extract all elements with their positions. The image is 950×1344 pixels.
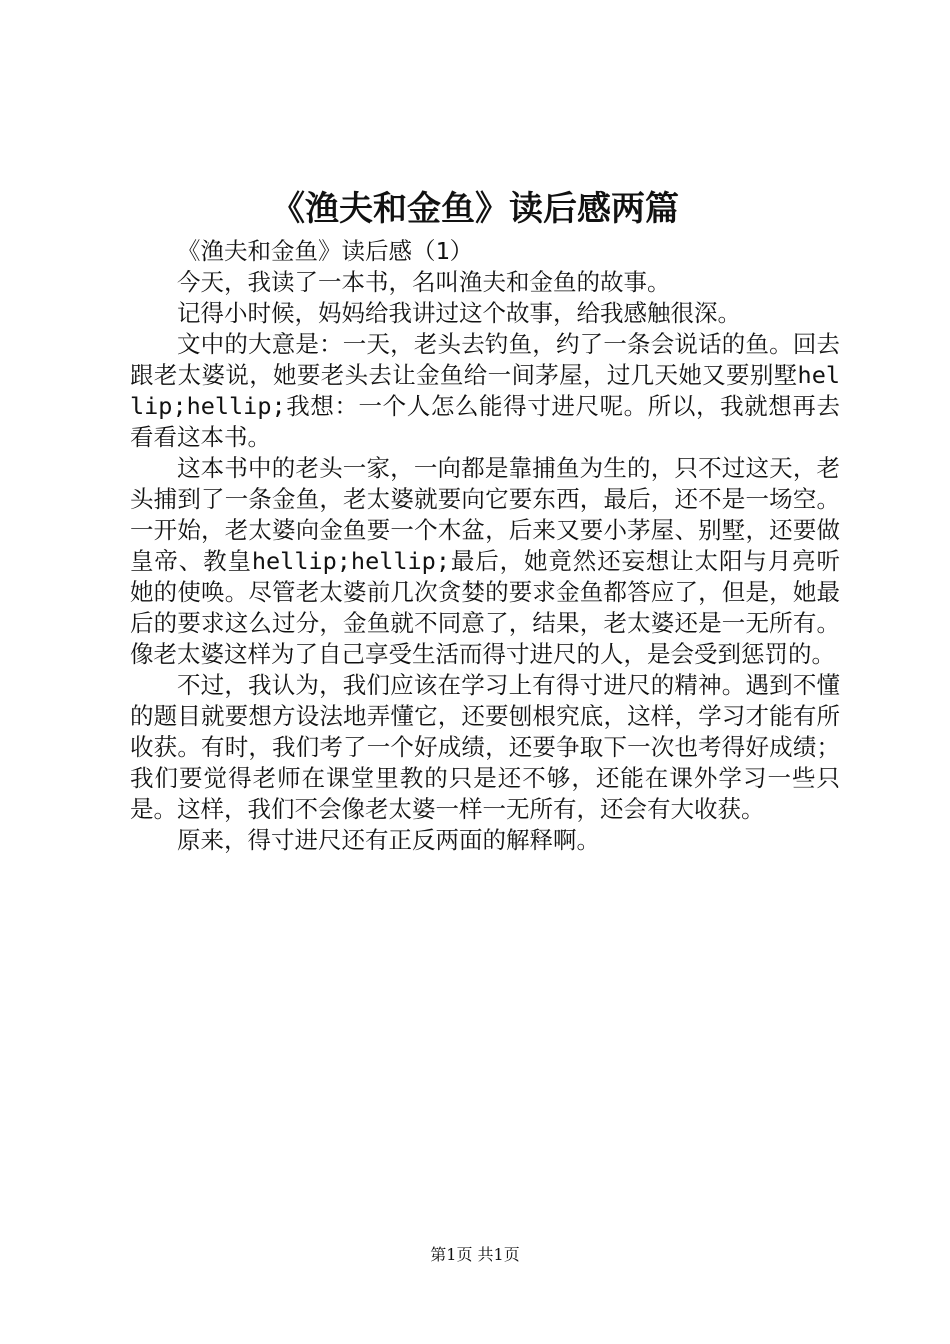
body-paragraph: 原来，得寸进尺还有正反两面的解释啊。 xyxy=(177,826,600,854)
page-footer: 第1页 共1页 xyxy=(430,1245,520,1264)
body-paragraph: 不过，我认为，我们应该在学习上有得寸进尺的精神。遇到不懂的题目就要想方设法地弄懂它，还要刨根究底，这样，学习才能有所收获。有时，我们考了一个好成绩，还要争取下一次也考得好成绩；我们要觉得老师在课堂里教的只是还不够，还能在课外学习一些只是。这样，我们不会像老太婆一样一无所有，还会有大收获。 xyxy=(130,671,840,823)
subtitle-paragraph: 《渔夫和金鱼》读后感（1） xyxy=(177,237,474,265)
body-paragraph: 这本书中的老头一家，一向都是靠捕鱼为生的，只不过这天，老头捕到了一条金鱼，老太婆就要向它要东西，最后，还不是一场空。一开始，老太婆向金鱼要一个木盆，后来又要小茅屋、别墅，还要做皇帝、教皇hellip;hellip;最后，她竟然还妄想让太阳与月亮听她的使唤。尽管老太婆前几次贪婪的要求金鱼都答应了，但是，她最后的要求这么过分，金鱼就不同意了，结果，老太婆还是一无所有。像老太婆这样为了自己享受生活而得寸进尺的人，是会受到惩罚的。 xyxy=(130,454,840,668)
body-paragraph: 今天，我读了一本书，名叫渔夫和金鱼的故事。 xyxy=(177,268,671,296)
body-paragraph: 记得小时候，妈妈给我讲过这个故事，给我感触很深。 xyxy=(177,299,741,327)
document-body xyxy=(130,236,840,856)
document-title: 《渔夫和金鱼》读后感两篇 xyxy=(271,189,679,229)
body-paragraph: 文中的大意是：一天，老头去钓鱼，约了一条会说话的鱼。回去跟老太婆说，她要老头去让金鱼给一间茅屋，过几天她又要别墅hellip;hellip;我想：一个人怎么能得寸进尺呢。所以，我就想再去看看这本书。 xyxy=(130,330,840,451)
